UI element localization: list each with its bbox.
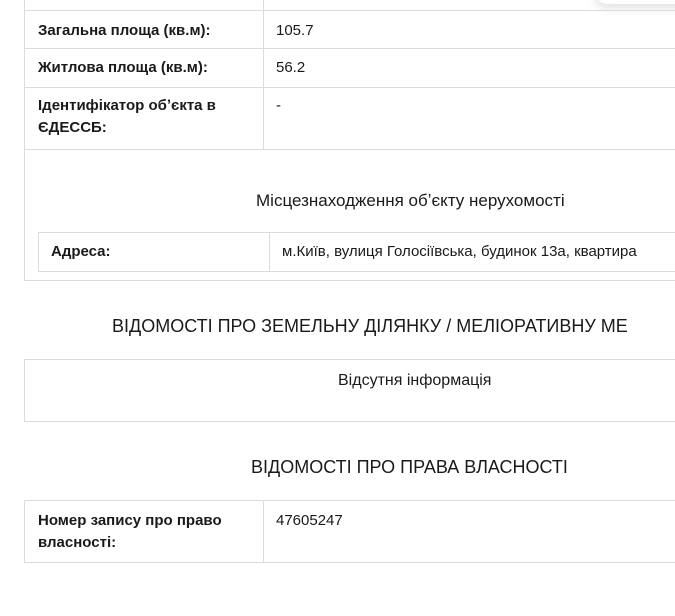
column-divider — [263, 49, 264, 87]
location-title: Місцезнаходження обʼєкту нерухомості — [256, 191, 565, 210]
address-row — [38, 232, 675, 272]
object-id-label: Ідентифікатор обʼєкта в ЄДЕССБ: — [38, 97, 216, 136]
column-divider — [263, 88, 264, 150]
column-divider — [269, 233, 270, 271]
ownership-section-title: ВІДОМОСТІ ПРО ПРАВА ВЛАСНОСТІ — [251, 457, 568, 477]
column-divider — [263, 501, 264, 562]
total-area-value: 105.7 — [276, 22, 314, 39]
table-row — [25, 49, 675, 88]
column-divider — [263, 11, 264, 48]
living-area-value: 56.2 — [276, 59, 306, 76]
living-area-label: Житлова площа (кв.м): — [38, 59, 208, 76]
total-area-label: Загальна площа (кв.м): — [38, 22, 211, 39]
address-label: Адреса: — [51, 243, 111, 260]
table-row — [25, 0, 675, 11]
ownership-table — [24, 500, 675, 563]
object-properties-table — [24, 0, 675, 150]
land-section-title: ВІДОМОСТІ ПРО ЗЕМЕЛЬНУ ДІЛЯНКУ / МЕЛІОРАТИВНУ МЕ — [112, 316, 628, 336]
address-value: м.Київ, вулиця Голосіївська, будинок 13а, квартира — [282, 243, 637, 260]
location-block — [24, 149, 675, 281]
land-info-box — [24, 359, 675, 422]
ownership-record-value: 47605247 — [276, 512, 343, 529]
object-id-value: - — [276, 97, 281, 114]
table-row — [25, 11, 675, 49]
column-divider — [263, 0, 264, 10]
ownership-record-label: Номер запису про право власності: — [38, 512, 222, 551]
table-row — [25, 88, 675, 150]
no-info-message: Відсутня інформація — [338, 372, 492, 389]
